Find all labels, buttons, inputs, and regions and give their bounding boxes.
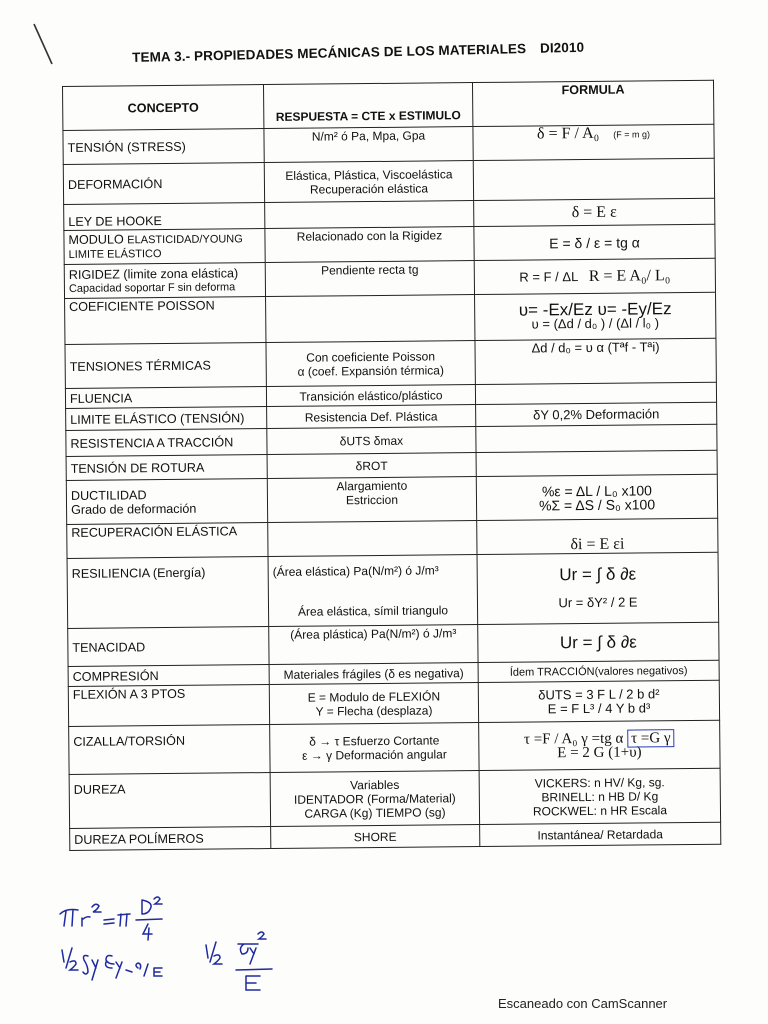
row-formula-2: %Σ = ΔS / S₀ x100	[538, 495, 656, 513]
row-response: Resistencia Def. Plástica	[267, 405, 476, 429]
row-concept: TENSIÓN (STRESS)	[63, 129, 264, 165]
row-formula-2: BRINELL: n HB D/ Kg	[541, 788, 659, 804]
row-response: E = Modulo de FLEXIÓN	[307, 688, 441, 705]
row-response: Con coeficiente Poisson	[306, 348, 436, 365]
row-response-2: ε → γ Deformación angular	[301, 746, 447, 763]
row-concept: RECUPERACIÓN ELÁSTICA	[67, 523, 268, 559]
row-response: Transición elástico/plástico	[266, 385, 475, 407]
row-concept: DUREZA	[69, 773, 271, 829]
row-concept: TENSIÓN DE ROTURA	[66, 455, 267, 481]
row-response: (Área plástica) Pa(N/m²) ó J/m³	[269, 625, 478, 665]
row-response: δ → τ Esfuerzo Cortante	[309, 732, 440, 749]
row-formula-2: R = E A₀/ L₀	[588, 266, 671, 285]
row-formula-2: E = 2 G (1+υ)	[557, 743, 642, 761]
table-row	[65, 292, 716, 344]
row-concept-2: Capacidad soportar F sin deforma	[68, 280, 236, 295]
row-response: Elástica, Plástica, Viscoelástica	[285, 166, 453, 183]
header-formula: FORMULA	[472, 80, 713, 126]
row-formula-boxed: τ =G γ	[627, 729, 675, 747]
table-row	[65, 338, 716, 388]
row-formula	[476, 424, 717, 452]
row-formula-3: ROCKWEL: n HR Escala	[532, 802, 668, 819]
table-row	[68, 680, 719, 726]
row-formula	[476, 450, 717, 476]
row-formula: E = δ / ε = tg α	[474, 224, 715, 260]
row-concept: LIMITE ELÁSTICO (TENSIÓN)	[66, 407, 267, 431]
properties-table-container	[62, 80, 721, 851]
row-concept: FLUENCIA	[65, 387, 266, 409]
table-row	[66, 474, 717, 524]
row-response-2: Y = Flecha (desplaza)	[315, 702, 433, 719]
row-response	[266, 295, 475, 343]
row-formula: R = F / ΔL	[519, 268, 579, 285]
row-response-2: Recuperación elástica	[309, 180, 429, 197]
row-concept: TENACIDAD	[68, 627, 269, 667]
row-response: (Área elástica) Pa(N/m²) ó J/m³	[272, 562, 439, 579]
row-formula: Δd / d₀ = υ α (Tªf - Tªi)	[475, 338, 716, 384]
row-response-2: Estriccion	[345, 492, 399, 508]
row-concept: COEFICIENTE POISSON	[65, 297, 266, 345]
row-concept: DUREZA POLÍMEROS	[70, 827, 271, 851]
header-concept: CONCEPTO	[63, 85, 264, 131]
row-response	[268, 521, 477, 557]
table-row	[67, 518, 718, 558]
title-code: DI2010	[539, 39, 585, 56]
row-formula: Ur = ∫ δ ∂ε	[559, 564, 637, 584]
row-response-2: IDENTADOR (Forma/Material)	[293, 790, 456, 807]
row-response-2: α (coef. Expansión térmica)	[297, 362, 444, 379]
row-formula-note: (F = m g)	[613, 129, 650, 140]
row-response: Alargamiento	[336, 478, 408, 494]
row-formula-2: υ = (Δd / d₀ ) / (Δl / l₀ )	[531, 314, 660, 332]
row-concept: RIGIDEZ (limite zona elástica)	[68, 265, 239, 282]
row-formula: δUTS = 3 F L / 2 b d²	[538, 685, 660, 702]
page-title	[132, 38, 652, 65]
row-response: SHORE	[271, 825, 480, 849]
handwritten-notes-drawing	[58, 890, 358, 1000]
row-concept: CIZALLA/TORSIÓN	[69, 725, 270, 775]
row-response: Materiales frágiles (δ es negativa)	[269, 663, 478, 685]
table-row	[69, 768, 720, 828]
row-formula: δ = F / A₀	[536, 124, 600, 143]
row-concept: RESILIENCIA (Energía)	[67, 557, 269, 629]
row-formula: τ =F / A₀ γ =tg α	[523, 730, 624, 748]
row-response-2: Área elástica, símil triangulo	[297, 602, 449, 619]
row-formula: Ur = ∫ δ ∂ε	[478, 622, 719, 662]
table-row	[63, 158, 714, 204]
row-formula	[475, 382, 716, 404]
row-concept-small: ELASTICIDAD/YOUNG	[127, 233, 243, 247]
row-formula-2: E = F L³ / 4 Y b d³	[547, 699, 651, 716]
row-concept: DEFORMACIÓN	[63, 163, 264, 205]
row-formula: VICKERS: n HV/ Kg, sg.	[534, 774, 665, 790]
row-concept: MODULO	[68, 232, 124, 247]
row-response: Variables	[350, 777, 400, 792]
row-response: N/m² ó Pa, Mpa, Gpa	[264, 127, 473, 163]
row-concept: TENSIONES TÉRMICAS	[65, 343, 266, 389]
table-header-row	[63, 80, 714, 108]
title-text: TEMA 3.- PROPIEDADES MECÁNICAS DE LOS MATERIALES	[132, 41, 527, 65]
table-row	[67, 552, 719, 628]
row-formula: Instantánea/ Retardada	[480, 822, 721, 846]
row-concept: LEY DE HOOKE	[64, 203, 265, 231]
pen-stroke-mark	[30, 22, 58, 68]
table-row	[68, 622, 719, 666]
row-response: Pendiente recta tg	[265, 261, 474, 297]
header-response: RESPUESTA = CTE x ESTIMULO	[264, 105, 473, 129]
row-concept: FLEXIÓN A 3 PTOS	[68, 685, 269, 727]
row-response: Relacionado con la Rigidez	[265, 227, 474, 263]
scanner-watermark: Escaneado con CamScanner	[498, 996, 668, 1011]
row-response	[265, 201, 474, 229]
row-formula: δ = E ε	[474, 198, 715, 226]
row-formula: δY 0,2% Deformación	[476, 402, 717, 426]
row-concept: DUCTILIDAD	[70, 487, 147, 503]
row-formula: υ= -Ex/Ez υ= -Ey/Ez	[518, 298, 672, 320]
row-formula: %ε = ΔL / L₀ x100	[541, 481, 652, 499]
row-formula	[473, 158, 714, 200]
table-row	[69, 720, 720, 774]
row-concept: RESISTENCIA A TRACCIÓN	[66, 429, 267, 457]
row-concept-2: Grado de deformación	[70, 501, 197, 517]
row-concept-2: LIMITE ELÁSTICO	[68, 248, 162, 261]
row-response: δUTS δmax	[267, 427, 476, 455]
properties-table	[62, 80, 721, 851]
row-response: δROT	[267, 453, 476, 479]
row-formula: Ídem TRACCIÓN(valores negativos)	[478, 660, 719, 682]
row-response-3: CARGA (Kg) TIEMPO (sg)	[304, 804, 446, 821]
row-formula-2: Ur = δY² / 2 E	[558, 593, 638, 610]
row-formula: δi = E εi	[477, 518, 718, 554]
row-concept: COMPRESIÓN	[68, 665, 269, 687]
